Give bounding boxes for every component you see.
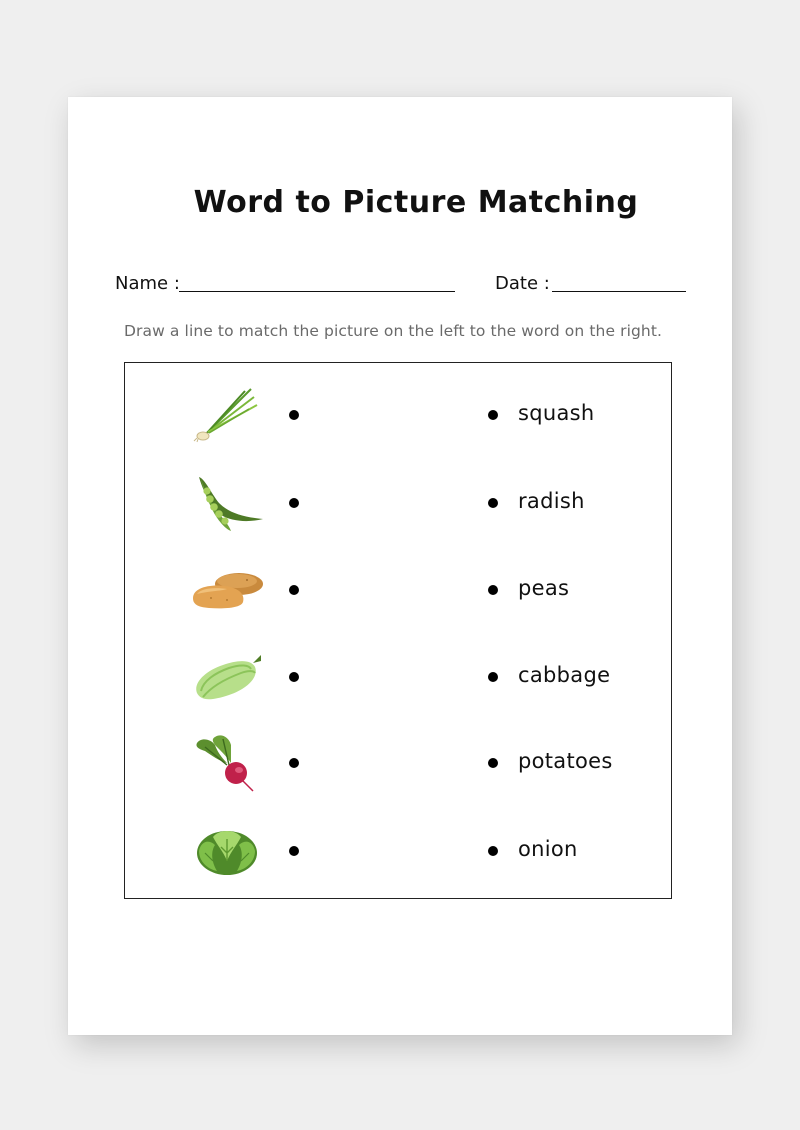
cabbage-icon [191,821,263,881]
right-connector-dot[interactable] [488,410,498,420]
left-connector-dot[interactable] [289,410,299,420]
worksheet-page [68,97,732,1035]
word-label: cabbage [518,663,611,687]
spring-onion-icon [191,385,263,445]
date-field-line[interactable] [552,291,686,292]
peas-icon [191,473,263,533]
matching-box [124,362,672,899]
word-label: squash [518,401,595,425]
name-field-line[interactable] [179,291,455,292]
right-connector-dot[interactable] [488,758,498,768]
word-label: onion [518,837,578,861]
left-connector-dot[interactable] [289,672,299,682]
left-connector-dot[interactable] [289,585,299,595]
right-connector-dot[interactable] [488,498,498,508]
worksheet-title: Word to Picture Matching [193,185,639,220]
name-label: Name : [115,273,180,294]
word-label: peas [518,576,570,600]
match-row [125,647,671,707]
match-row [125,821,671,881]
right-connector-dot[interactable] [488,672,498,682]
match-row [125,733,671,793]
date-label: Date : [495,273,550,294]
left-connector-dot[interactable] [289,498,299,508]
left-connector-dot[interactable] [289,846,299,856]
left-connector-dot[interactable] [289,758,299,768]
match-row [125,560,671,620]
match-row [125,473,671,533]
match-row [125,385,671,445]
radish-icon [191,733,263,793]
potatoes-icon [191,560,263,620]
word-label: potatoes [518,749,613,773]
instructions-text: Draw a line to match the picture on the left to the word on the right. [124,322,663,340]
right-connector-dot[interactable] [488,585,498,595]
squash-icon [191,647,263,707]
right-connector-dot[interactable] [488,846,498,856]
word-label: radish [518,489,585,513]
